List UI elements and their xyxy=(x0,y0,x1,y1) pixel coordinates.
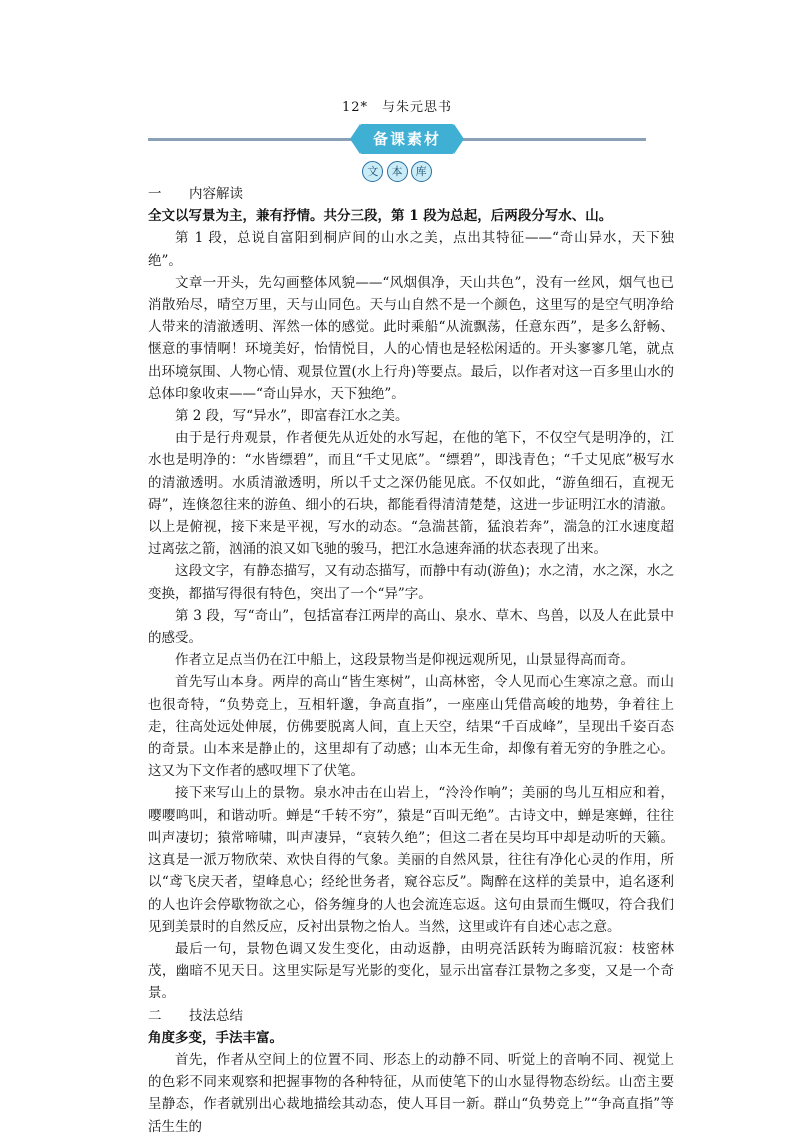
paragraph: 接下来写山上的景物。泉水冲击在山岩上，“泠泠作响”；美丽的鸟儿互相应和着，嘤嘤鸣叫，和谐动听。蝉是“千转不穷”，猿是“百叫无绝”。古诗文中，蝉是寒蝉，往往叫声凄切；猿常啼啸，叫声凄异，“哀转久绝”；但这二者在吴均耳中却是动听的天籁。这真是一派万物欣荣、欢快自得的气象。美丽的自然风景，往往有净化心灵的作用，所以“鸢飞戾天者，望峰息心；经纶世务者，窥谷忘反”。陶醉在这样的美景中，追名逐利的人也许会停歇物欲之心，俗务缠身的人也会流连忘返。这句由景而生慨叹，符合我们见到美景时的自然反应，反衬出景物之怡人。当然，这里或许有自述心志之意。 xyxy=(148,785,674,935)
paragraph: 首先写山本身。两岸的高山“皆生寒树”，山高林密，令人见而心生寒凉之意。而山也很奇特，“负势竞上，互相轩邈，争高直指”，一座座山凭借高峻的地势，争着往上走，往高处远处伸展，仿佛要脱离人间，直上天空，结果“千百成峰”，呈现出千姿百态的奇景。山本来是静止的，这里却有了动感；山本无生命，却像有着无穷的争胜之心。这又为下文作者的感叹埋下了伏笔。 xyxy=(148,674,674,780)
tag-ku: 库 xyxy=(411,161,432,182)
banner-label: 备课素材 xyxy=(360,124,454,154)
tag-ben: 本 xyxy=(387,161,408,182)
paragraph: 第 3 段，写“奇山”，包括富春江两岸的高山、泉水、草木、鸟兽，以及人在此景中的感受。 xyxy=(148,607,674,647)
paragraph: 最后一句，景物色调又发生变化，由动返静，由明亮活跃转为晦暗沉寂：枝密林茂，幽暗不见天日。这里实际是写光影的变化，显示出富春江景物之多变，又是一个奇景。 xyxy=(148,940,674,1002)
section-heading-1 xyxy=(148,183,674,205)
section-label: 内容解读 xyxy=(189,186,243,202)
paragraph: 第 1 段，总说自富阳到桐庐间的山水之美，点出其特征——“奇山异水，天下独绝”。 xyxy=(148,230,674,269)
document-body xyxy=(148,183,674,1138)
section-number: 一 xyxy=(148,186,162,202)
paragraph: 首先，作者从空间上的位置不同、形态上的动静不同、听觉上的音响不同、视觉上的色彩不同来观察和把握事物的各种特征，从而使笔下的山水显得物态纷纭。山峦主要呈静态，作者就别出心裁地描绘其动态，使人耳目一新。群山“负势竞上”“争高直指”等活生生的 xyxy=(148,1051,674,1135)
page-title: 12* 与朱元思书 xyxy=(341,100,453,115)
section-number: 二 xyxy=(148,1007,162,1024)
paragraph-summary: 角度多变，手法丰富。 xyxy=(148,1029,283,1046)
section-label: 技法总结 xyxy=(189,1007,243,1024)
paragraph: 由于是行舟观景，作者便先从近处的水写起，在他的笔下，不仅空气是明净的，江水也是明净的：“水皆缥碧”，而且“千丈见底”。“缥碧”，即浅青色；“千丈见底”极写水的清澈透明。水质清澈透明，所以千丈之深仍能见底。不仅如此，“游鱼细石，直视无碍”，连倏忽往来的游鱼、细小的石块，都能看得清清楚楚，这进一步证明江水的清澈。以上是俯视，接下来是平视，写水的动态。“急湍甚箭，猛浪若奔”，湍急的江水速度超过离弦之箭，汹涌的浪又如飞驰的骏马，把江水急速奔涌的状态表现了出来。 xyxy=(148,430,674,558)
tag-row xyxy=(0,160,794,182)
paragraph: 文章一开头，先勾画整体风貌——“风烟俱净，天山共色”，没有一丝风，烟气也已消散殆尽，晴空万里，天与山同色。天与山自然不是一个颜色，这里写的是空气明净给人带来的清澈透明、浑然一体的感觉。此时乘船“从流飘荡，任意东西”，是多么舒畅、惬意的事情啊！环境美好，怡情悦目，人的心情也是轻松闲适的。开头寥寥几笔，就点出环境氛围、人物心情、观景位置(水上行舟)等要点。最后，以作者对这一百多里山水的总体印象收束——“奇山异水，天下独绝”。 xyxy=(148,274,674,402)
section-heading-2 xyxy=(148,1005,674,1027)
tag-wen: 文 xyxy=(362,161,383,182)
section-banner xyxy=(148,124,646,154)
paragraph: 这段文字，有静态描写，又有动态描写，而静中有动(游鱼)；水之清，水之深，水之变换，都描写得很有特色，突出了一个“异”字。 xyxy=(148,563,674,602)
paragraph: 作者立足点当仍在江中船上，这段景物当是仰视远观所见，山景显得高而奇。 xyxy=(175,652,634,669)
paragraph: 第 2 段，写“异水”，即富春江水之美。 xyxy=(175,408,409,425)
paragraph-summary: 全文以写景为主，兼有抒情。共分三段，第 1 段为总起，后两段分写水、山。 xyxy=(148,208,613,225)
